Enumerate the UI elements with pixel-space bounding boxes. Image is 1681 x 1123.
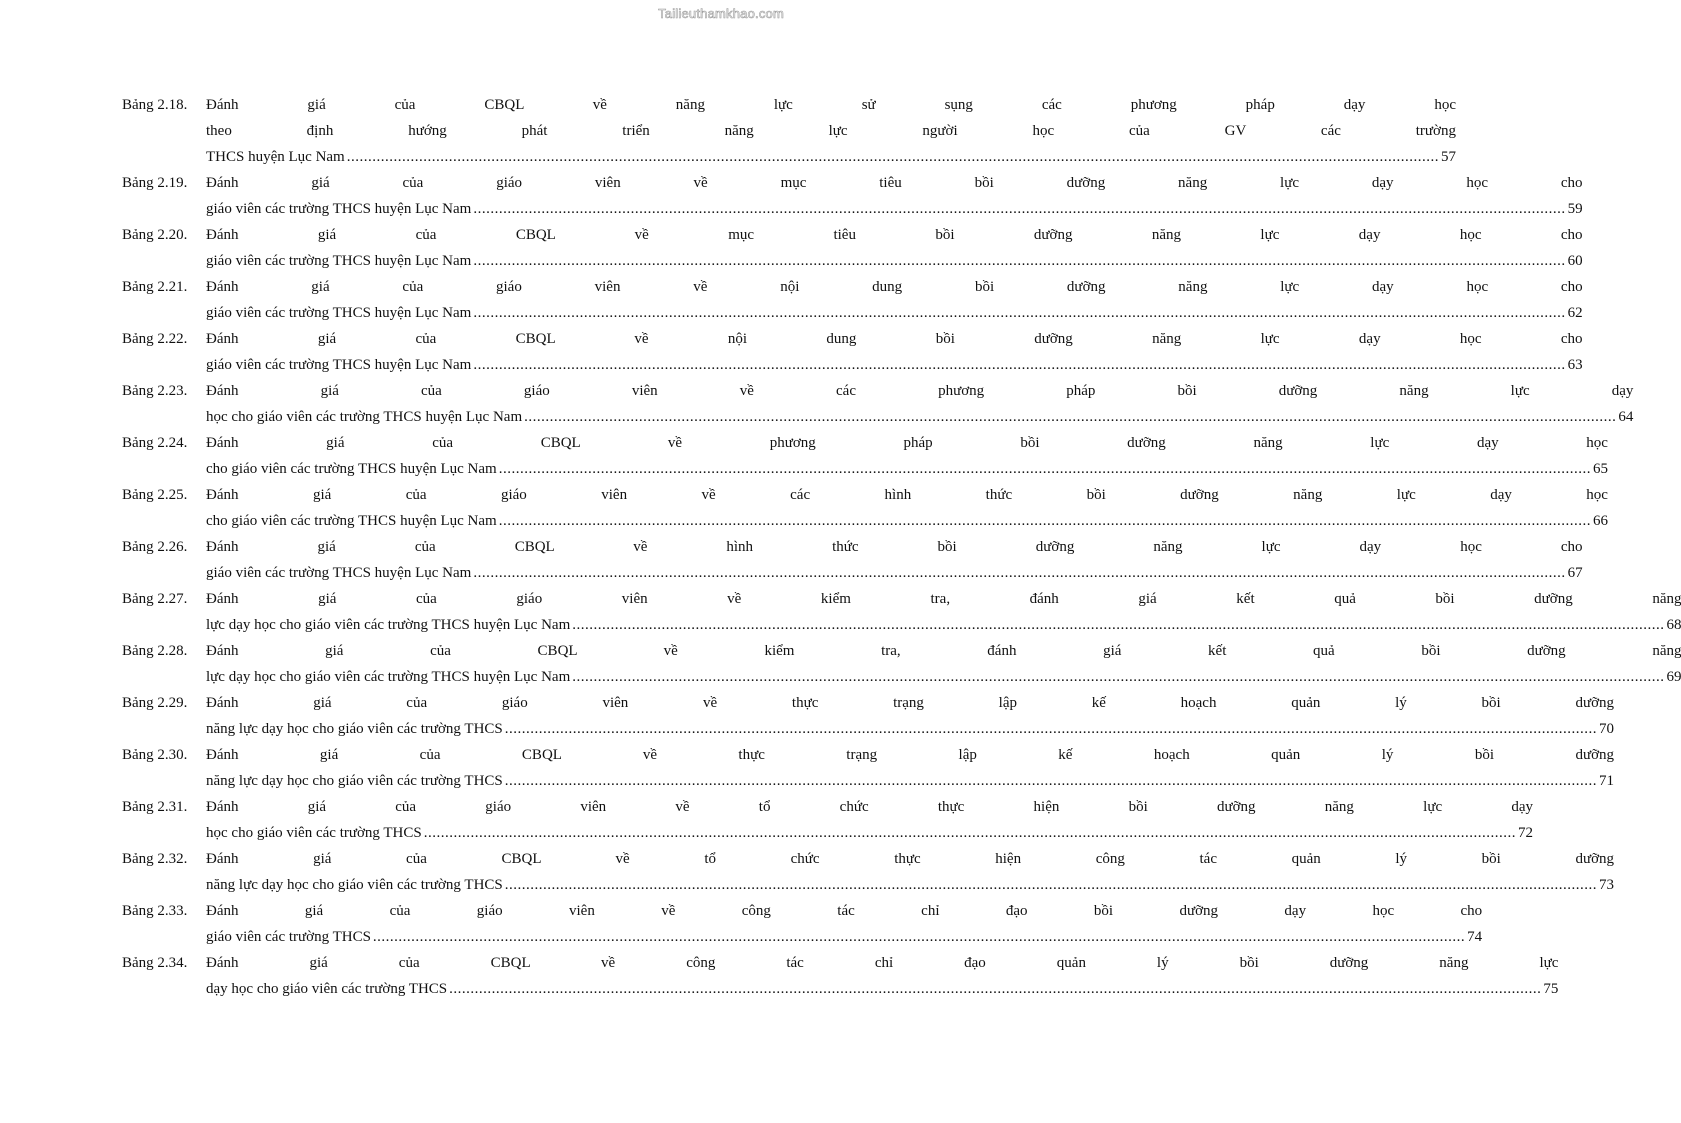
toc-entry[interactable] bbox=[122, 482, 1608, 534]
toc-entry-title-line: Đánh giá của giáo viên về thực trạng lập kế hoạch quản lý bồi dưỡng bbox=[206, 695, 1615, 711]
toc-entry-label: Bảng 2.20. bbox=[122, 227, 188, 243]
dot-leader bbox=[505, 872, 1597, 898]
toc-entry-label: Bảng 2.32. bbox=[122, 851, 188, 867]
toc-entry-last-line bbox=[206, 924, 1482, 950]
toc-entry-label: Bảng 2.22. bbox=[122, 331, 188, 347]
toc-entry-title bbox=[206, 586, 1681, 638]
page-number[interactable]: 64 bbox=[1618, 409, 1634, 425]
toc-entry-last-line bbox=[206, 300, 1583, 326]
page-number[interactable]: 69 bbox=[1666, 669, 1681, 685]
dot-leader bbox=[473, 560, 1565, 586]
toc-entry-title bbox=[206, 794, 1533, 846]
toc-entry-label: Bảng 2.30. bbox=[122, 747, 188, 763]
page-number[interactable]: 71 bbox=[1599, 773, 1615, 789]
toc-entry-title-line: Đánh giá của CBQL về nội dung bồi dưỡng năng lực dạy học cho bbox=[206, 331, 1583, 347]
dot-leader bbox=[499, 456, 1591, 482]
toc-entry-title bbox=[206, 378, 1633, 430]
dot-leader bbox=[424, 820, 1516, 846]
dot-leader bbox=[373, 924, 1465, 950]
toc-entry-title bbox=[206, 690, 1614, 742]
page-number[interactable]: 59 bbox=[1567, 201, 1583, 217]
toc-entry-title-tail: giáo viên các trường THCS huyện Lục Nam bbox=[206, 201, 472, 217]
toc-entry-title-line: Đánh giá của giáo viên về kiểm tra, đánh giá kết quả bồi dưỡng năng bbox=[206, 591, 1681, 607]
toc-entry-title-line: theo định hướng phát triển năng lực người học của GV các trường bbox=[206, 123, 1456, 139]
dot-leader bbox=[473, 248, 1565, 274]
toc-entry-title bbox=[206, 92, 1456, 170]
toc-entry-last-line bbox=[206, 664, 1681, 690]
toc-entry-title bbox=[206, 898, 1482, 950]
dot-leader bbox=[473, 196, 1565, 222]
toc-entry-title-tail: cho giáo viên các trường THCS huyện Lục Nam bbox=[206, 461, 497, 477]
dot-leader bbox=[505, 768, 1597, 794]
toc-entry[interactable] bbox=[122, 534, 1583, 586]
toc-entry[interactable] bbox=[122, 586, 1681, 638]
toc-entry-title-tail: giáo viên các trường THCS bbox=[206, 929, 371, 945]
toc-entry-title-tail: học cho giáo viên các trường THCS huyện Lục Nam bbox=[206, 409, 523, 425]
toc-entry-title-line: Đánh giá của giáo viên về các hình thức bồi dưỡng năng lực dạy học bbox=[206, 487, 1608, 503]
dot-leader bbox=[449, 976, 1541, 1002]
toc-entry[interactable] bbox=[122, 742, 1615, 794]
toc-entry-label: Bảng 2.27. bbox=[122, 591, 188, 607]
toc-entry-title-tail: giáo viên các trường THCS huyện Lục Nam bbox=[206, 357, 472, 373]
toc-entry-label: Bảng 2.28. bbox=[122, 643, 188, 659]
page-number[interactable]: 74 bbox=[1467, 929, 1483, 945]
toc-entry-label: Bảng 2.24. bbox=[122, 435, 188, 451]
toc-entry-last-line bbox=[206, 456, 1608, 482]
toc-entry[interactable] bbox=[122, 430, 1608, 482]
dot-leader bbox=[572, 664, 1664, 690]
toc-entry-title-tail: giáo viên các trường THCS huyện Lục Nam bbox=[206, 305, 472, 321]
toc-entry-title-line: Đánh giá của CBQL về kiểm tra, đánh giá kết quả bồi dưỡng năng bbox=[206, 643, 1681, 659]
dot-leader bbox=[524, 404, 1616, 430]
toc-entry-last-line bbox=[206, 352, 1583, 378]
toc-entry-title-tail: lực dạy học cho giáo viên các trường THCS huyện Lục Nam bbox=[206, 617, 571, 633]
toc-entry[interactable] bbox=[122, 950, 1559, 1002]
dot-leader bbox=[505, 716, 1597, 742]
toc-entry-title-line: Đánh giá của giáo viên về mục tiêu bồi dưỡng năng lực dạy học cho bbox=[206, 175, 1583, 191]
toc-entry-title-line: Đánh giá của CBQL về công tác chỉ đạo quản lý bồi dưỡng năng lực bbox=[206, 955, 1559, 971]
toc-entry-title bbox=[206, 274, 1583, 326]
page-number[interactable]: 75 bbox=[1543, 981, 1559, 997]
toc-entry-title-line: Đánh giá của giáo viên về công tác chỉ đạo bồi dưỡng dạy học cho bbox=[206, 903, 1483, 919]
page-number[interactable]: 63 bbox=[1567, 357, 1583, 373]
toc-entry-title bbox=[206, 950, 1558, 1002]
toc-entry-label: Bảng 2.31. bbox=[122, 799, 188, 815]
toc-entry-title bbox=[206, 430, 1608, 482]
toc-entry-label: Bảng 2.29. bbox=[122, 695, 188, 711]
toc-entry-last-line bbox=[206, 196, 1583, 222]
page-number[interactable]: 57 bbox=[1440, 149, 1456, 165]
toc-entry[interactable] bbox=[122, 274, 1583, 326]
page-number[interactable]: 72 bbox=[1518, 825, 1533, 841]
toc-entry-label: Bảng 2.19. bbox=[122, 175, 188, 191]
toc-entry[interactable] bbox=[122, 638, 1681, 690]
table-of-contents bbox=[122, 92, 1681, 1002]
toc-entry-title-line: Đánh giá của giáo viên về nội dung bồi dưỡng năng lực dạy học cho bbox=[206, 279, 1583, 295]
page-number[interactable]: 73 bbox=[1599, 877, 1615, 893]
toc-entry[interactable] bbox=[122, 846, 1615, 898]
toc-entry-title-tail: học cho giáo viên các trường THCS bbox=[206, 825, 422, 841]
page-number[interactable]: 67 bbox=[1567, 565, 1583, 581]
toc-entry-label: Bảng 2.23. bbox=[122, 383, 188, 399]
toc-entry-title bbox=[206, 222, 1583, 274]
toc-entry[interactable] bbox=[122, 378, 1634, 430]
toc-entry-last-line bbox=[206, 248, 1583, 274]
toc-entry-title-tail: năng lực dạy học cho giáo viên các trường THCS bbox=[206, 773, 503, 789]
toc-entry-last-line bbox=[206, 508, 1608, 534]
page-number[interactable]: 68 bbox=[1666, 617, 1681, 633]
toc-entry-title-line: Đánh giá của CBQL về năng lực sử sụng các phương pháp dạy học bbox=[206, 97, 1456, 113]
toc-entry-title-line: Đánh giá của CBQL về thực trạng lập kế hoạch quản lý bồi dưỡng bbox=[206, 747, 1615, 763]
toc-entry-title bbox=[206, 170, 1583, 222]
toc-entry-last-line bbox=[206, 768, 1614, 794]
toc-entry-title bbox=[206, 326, 1583, 378]
toc-entry-title-line: Đánh giá của giáo viên về các phương pháp bồi dưỡng năng lực dạy bbox=[206, 383, 1634, 399]
toc-entry[interactable] bbox=[122, 690, 1615, 742]
page-number[interactable]: 65 bbox=[1592, 461, 1608, 477]
page-number[interactable]: 70 bbox=[1599, 721, 1615, 737]
toc-entry[interactable] bbox=[122, 170, 1583, 222]
dot-leader bbox=[347, 144, 1439, 170]
toc-entry-label: Bảng 2.18. bbox=[122, 97, 188, 113]
toc-entry-last-line bbox=[206, 560, 1583, 586]
dot-leader bbox=[473, 352, 1565, 378]
toc-entry-title-tail: năng lực dạy học cho giáo viên các trường THCS bbox=[206, 877, 503, 893]
toc-entry-title-line: Đánh giá của giáo viên về tổ chức thực hiện bồi dưỡng năng lực dạy bbox=[206, 799, 1533, 815]
toc-entry-label: Bảng 2.21. bbox=[122, 279, 188, 295]
toc-entry-title bbox=[206, 742, 1614, 794]
toc-entry-title-tail: lực dạy học cho giáo viên các trường THCS huyện Lục Nam bbox=[206, 669, 571, 685]
toc-entry-title-line: Đánh giá của CBQL về phương pháp bồi dưỡng năng lực dạy học bbox=[206, 435, 1608, 451]
toc-entry-last-line bbox=[206, 976, 1558, 1002]
toc-entry-label: Bảng 2.26. bbox=[122, 539, 188, 555]
toc-entry-title-line: Đánh giá của CBQL về hình thức bồi dưỡng năng lực dạy học cho bbox=[206, 539, 1583, 555]
toc-entry-last-line bbox=[206, 144, 1456, 170]
page-number[interactable]: 66 bbox=[1592, 513, 1608, 529]
toc-entry[interactable] bbox=[122, 794, 1533, 846]
toc-entry-title-tail: giáo viên các trường THCS huyện Lục Nam bbox=[206, 565, 472, 581]
toc-entry-label: Bảng 2.33. bbox=[122, 903, 188, 919]
toc-entry-title-tail: dạy học cho giáo viên các trường THCS bbox=[206, 981, 448, 997]
dot-leader bbox=[572, 612, 1664, 638]
page-number[interactable]: 62 bbox=[1567, 305, 1583, 321]
toc-entry[interactable] bbox=[122, 326, 1583, 378]
toc-entry-title bbox=[206, 638, 1681, 690]
toc-entry-title bbox=[206, 482, 1608, 534]
dot-leader bbox=[473, 300, 1565, 326]
toc-entry[interactable] bbox=[122, 898, 1483, 950]
toc-entry-title-tail: năng lực dạy học cho giáo viên các trường THCS bbox=[206, 721, 503, 737]
toc-entry-title-line: Đánh giá của CBQL về mục tiêu bồi dưỡng năng lực dạy học cho bbox=[206, 227, 1583, 243]
toc-entry-last-line bbox=[206, 716, 1614, 742]
toc-entry[interactable] bbox=[122, 222, 1583, 274]
toc-entry-title-line: Đánh giá của CBQL về tổ chức thực hiện công tác quản lý bồi dưỡng bbox=[206, 851, 1615, 867]
toc-entry-title bbox=[206, 534, 1583, 586]
toc-entry-last-line bbox=[206, 612, 1681, 638]
page-number[interactable]: 60 bbox=[1567, 253, 1583, 269]
dot-leader bbox=[499, 508, 1591, 534]
toc-entry-last-line bbox=[206, 872, 1614, 898]
toc-entry-title-tail: THCS huyện Lục Nam bbox=[206, 149, 345, 165]
toc-entry[interactable] bbox=[122, 92, 1456, 170]
toc-entry-title bbox=[206, 846, 1614, 898]
toc-entry-last-line bbox=[206, 404, 1633, 430]
watermark: Tailieuthamkhao.com bbox=[658, 6, 784, 21]
toc-entry-last-line bbox=[206, 820, 1533, 846]
toc-entry-title-tail: giáo viên các trường THCS huyện Lục Nam bbox=[206, 253, 472, 269]
toc-entry-label: Bảng 2.34. bbox=[122, 955, 188, 971]
toc-entry-label: Bảng 2.25. bbox=[122, 487, 188, 503]
toc-entry-title-tail: cho giáo viên các trường THCS huyện Lục Nam bbox=[206, 513, 497, 529]
